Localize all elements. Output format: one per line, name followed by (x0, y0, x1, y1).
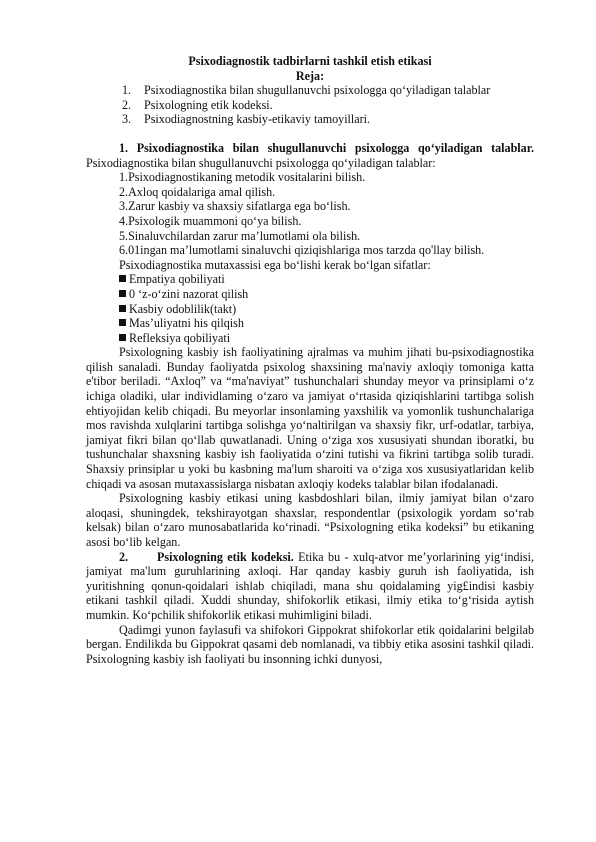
bullet-square-icon (119, 275, 126, 282)
requirements-list (86, 170, 534, 345)
section-2-paragraph: 2. Psixologning etik kodeksi. Etika bu - xulq-atvor me’yorlarining yig‘indisi, jamiyat ma'lum guruhlarining axloqi. Har qanday kasbiy guruh ish faoliyatida, ish yuritishning qonun-qoidalari ishlab chiqiladi, mana shu qoidalaming yig£indisi kasbiy etikani tashkil qiladi. Xuddi shunday, shifokorlik etikasi, ilmiy etika to‘g‘risida aytish mumkin. Ko‘pchilik shifokorlik etikasi muhimligini biladi. (86, 549, 534, 622)
section-1-heading: 1. Psixodiagnostika bilan shugullanuvchi psixologga qo‘yiladigan talablar. (119, 140, 534, 155)
plan-item: 1. Psixodiagnostika bilan shugullanuvchi psixologga qo‘yiladigan talablar (122, 83, 491, 98)
plan-item: 2. Psixologning etik kodeksi. (122, 97, 273, 112)
list-item: Refleksiya qobiliyati (119, 331, 534, 346)
list-item: 0 ‘z-o‘zini nazorat qilish (119, 287, 534, 302)
list-item: Mas’uliyatni his qilqish (119, 316, 534, 331)
qualities-intro: Psixodiagnostika mutaxassisi ega bo‘lishi kerak bo‘lgan sifatlar: (119, 257, 431, 272)
section-1-paragraph: 1. Psixodiagnostika bilan shugullanuvchi psixologga qo‘yiladigan talablar. Psixodiagnostika bilan shugullanuvchi psixologga qo‘yiladigan talablar: (86, 140, 534, 170)
body-paragraph: Psixologning kasbiy ish faoliyatining ajralmas va muhim jihati bu-psixodiagnostika qilish sanaladi. Bunday faoliyatda psixolog shaxsining ma'naviy axloqiy tomoniga katta e'tibor beriladi. “Axloq” va “ma'naviyat” tushunchalari shunday meyor va prinsiplami o‘z ichiga oladiki, ular individlaming o‘zaro va jamiyat o‘rtasida qiziqishlarini tartibga solish ehtiyojidan kelib chiqadi. Bu meyorlar insonlaming yaxshilik va yomonlik tushunchalariga mos ravishda xulqlarini tartibga solishga yo‘naltirilgan va shaxsiy fikr, urf-odatlar, tarbiya, jamiyat fikri bilan qo‘llab quwatlanadi. Uning o‘ziga xos xususiyati shundan iboratki, bu tushunchalar shaxsning kasbiy ish faoliyatida o‘zini tutishi va fikrini tartibga solib turadi. Shaxsiy prinsiplar u yoki bu kasbning ma'lum sharoiti va o‘ziga xos xususiyatlaridan kelib chiqadi va asosan mutaxassislarga nisbatan axloqiy kodeks talablar bilan ifodalanadi. (86, 345, 534, 491)
body-paragraph: Qadimgi yunon faylasufi va shifokori Gippokrat shifokorlar etik qoidalarini belgilab bergan. Endilikda bu Gippokrat qasami deb nomlanadi, va tibbiy etika asosini tashkil qiladi. Psixologning kasbiy ish faoliyati bu insonning ichki dunyosi, (86, 622, 534, 666)
list-item: Empatiya qobiliyati (119, 272, 534, 287)
plan-heading: Reja: (295, 68, 325, 83)
list-item: 5.Sinaluvchilardan zarur ma’lumotlami ola bilish. (119, 228, 361, 243)
list-item: 1.Psixodiagnostikaning metodik vositalarini bilish. (119, 170, 366, 185)
list-item: 3.Zarur kasbiy va shaxsiy sifatlarga ega bo‘lish. (119, 199, 351, 214)
list-item: Kasbiy odoblilik(takt) (119, 302, 534, 317)
bullet-square-icon (119, 319, 126, 326)
bullet-square-icon (119, 290, 126, 297)
body-paragraph: Psixologning kasbiy etikasi uning kasbdoshlari bilan, ilmiy jamiyat bilan o‘zaro aloqasi, shuningdek, tekshirayotgan shaxslar, respondentlar (psixologik yordam so‘rab kelsak) bilan o‘zaro munosabatlarida ko‘rinadi. “Psixologning etika kodeksi” bu etikaning asosi bo‘lib kelgan. (86, 491, 534, 549)
bullet-square-icon (119, 305, 126, 312)
list-item: 6.01ingan ma’lumotlami sinaluvchi qiziqishlariga mos tarzda qo'llay bilish. (119, 243, 485, 258)
plan-list (86, 83, 534, 127)
plan-item: 3. Psixodiagnostning kasbiy-etikaviy tamoyillari. (122, 112, 371, 127)
section-2-heading: Psixologning etik kodeksi. (157, 549, 294, 564)
list-item: 2.Axloq qoidalariga amal qilish. (119, 184, 276, 199)
section-2-number: 2. (119, 549, 129, 564)
bullet-square-icon (119, 334, 126, 341)
list-item: 4.Psixologik muammoni qo‘ya bilish. (119, 213, 302, 228)
document-title: Psixodiagnostik tadbirlarni tashkil etish etikasi (188, 54, 432, 68)
